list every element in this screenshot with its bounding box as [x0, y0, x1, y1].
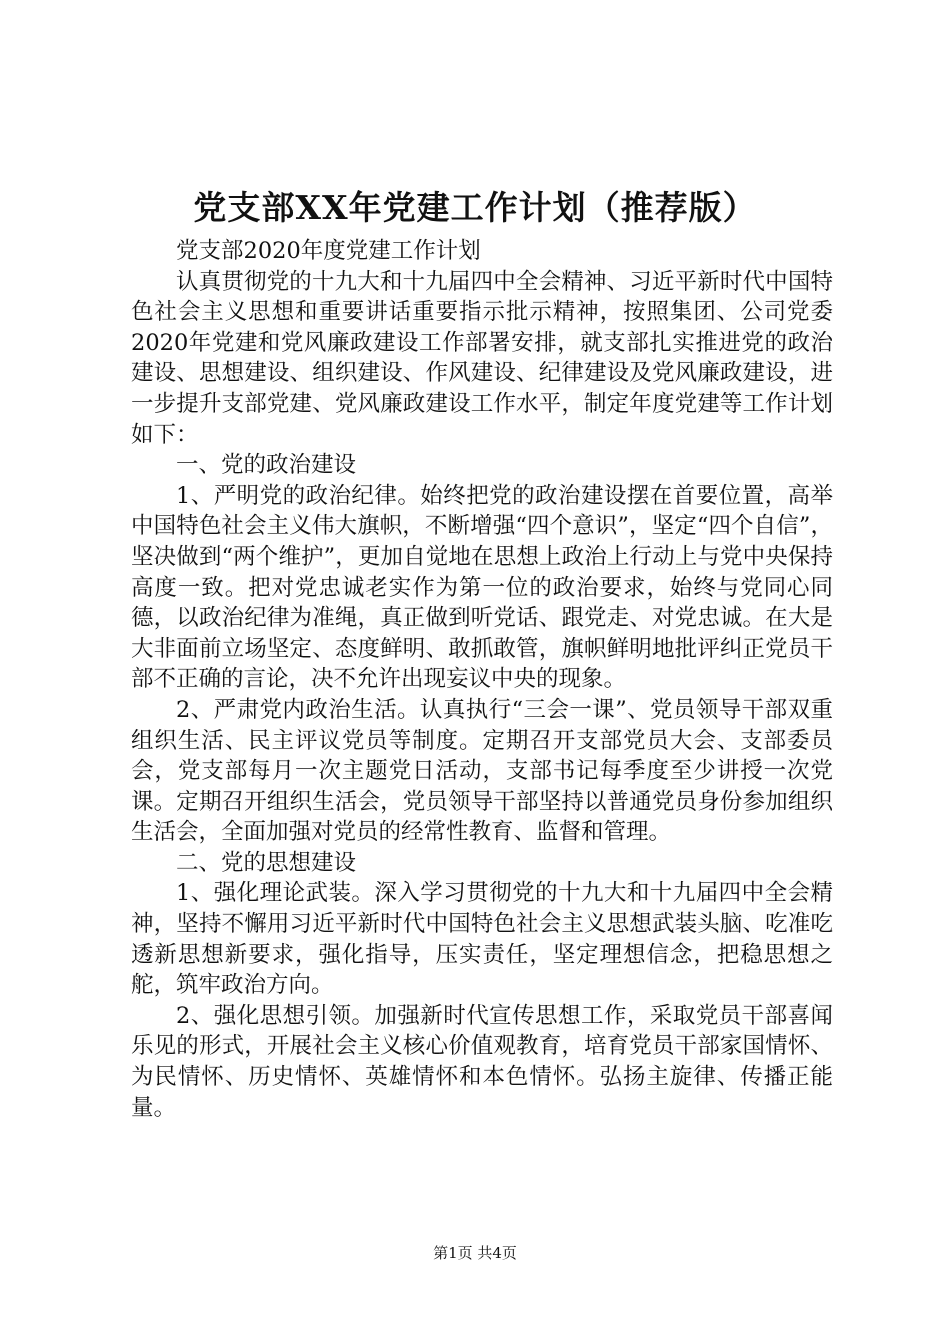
- document-body: [131, 236, 833, 1123]
- paragraph-political-discipline: 1、严明党的政治纪律。始终把党的政治建设摆在首要位置，高举中国特色社会主义伟大旗帜，不断增强“四个意识”，坚定“四个自信”，坚决做到“两个维护”，更加自觉地在思想上政治上行动上与党中央保持高度一致。把对党忠诚老实作为第一位的政治要求，始终与党同心同德，以政治纪律为准绳，真正做到听党话、跟党走、对党忠诚。在大是大非面前立场坚定、态度鲜明、敢抓敢管，旗帜鲜明地批评纠正党员干部不正确的言论，决不允许出现妄议中央的现象。: [131, 482, 833, 693]
- document-title: 党支部XX年党建工作计划（推荐版）: [193, 188, 757, 227]
- plan-subtitle: 党支部2020年度党建工作计划: [176, 238, 481, 264]
- page-number-footer: 第1页 共4页: [433, 1244, 517, 1262]
- paragraph-political-life: 2、严肃党内政治生活。认真执行“三会一课”、党员领导干部双重组织生活、民主评议党员等制度。定期召开支部党员大会、支部委员会，党支部每月一次主题党日活动，支部书记每季度至少讲授一次党课。定期召开组织生活会，党员领导干部坚持以普通党员身份参加组织生活会，全面加强对党员的经常性教育、监督和管理。: [131, 696, 833, 846]
- section-heading-political: 一、党的政治建设: [176, 452, 357, 479]
- paragraph-ideological-guidance: 2、强化思想引领。加强新时代宣传思想工作，采取党员干部喜闻乐见的形式，开展社会主义核心价值观教育，培育党员干部家国情怀、为民情怀、历史情怀、英雄情怀和本色情怀。弘扬主旋律、传播正能量。: [131, 1002, 833, 1121]
- section-heading-ideological: 二、党的思想建设: [176, 849, 357, 876]
- paragraph-theory-armament: 1、强化理论武装。深入学习贯彻党的十九大和十九届四中全会精神，坚持不懈用习近平新时代中国特色社会主义思想武装头脑、吃准吃透新思想新要求，强化指导，压实责任，坚定理想信念，把稳思想之舵，筑牢政治方向。: [131, 880, 833, 999]
- intro-paragraph: 认真贯彻党的十九大和十九届四中全会精神、习近平新时代中国特色社会主义思想和重要讲话重要指示批示精神，按照集团、公司党委2020年党建和党风廉政建设工作部署安排，就支部扎实推进党的政治建设、思想建设、组织建设、作风建设、纪律建设及党风廉政建设，进一步提升支部党建、党风廉政建设工作水平，制定年度党建等工作计划如下：: [131, 268, 833, 448]
